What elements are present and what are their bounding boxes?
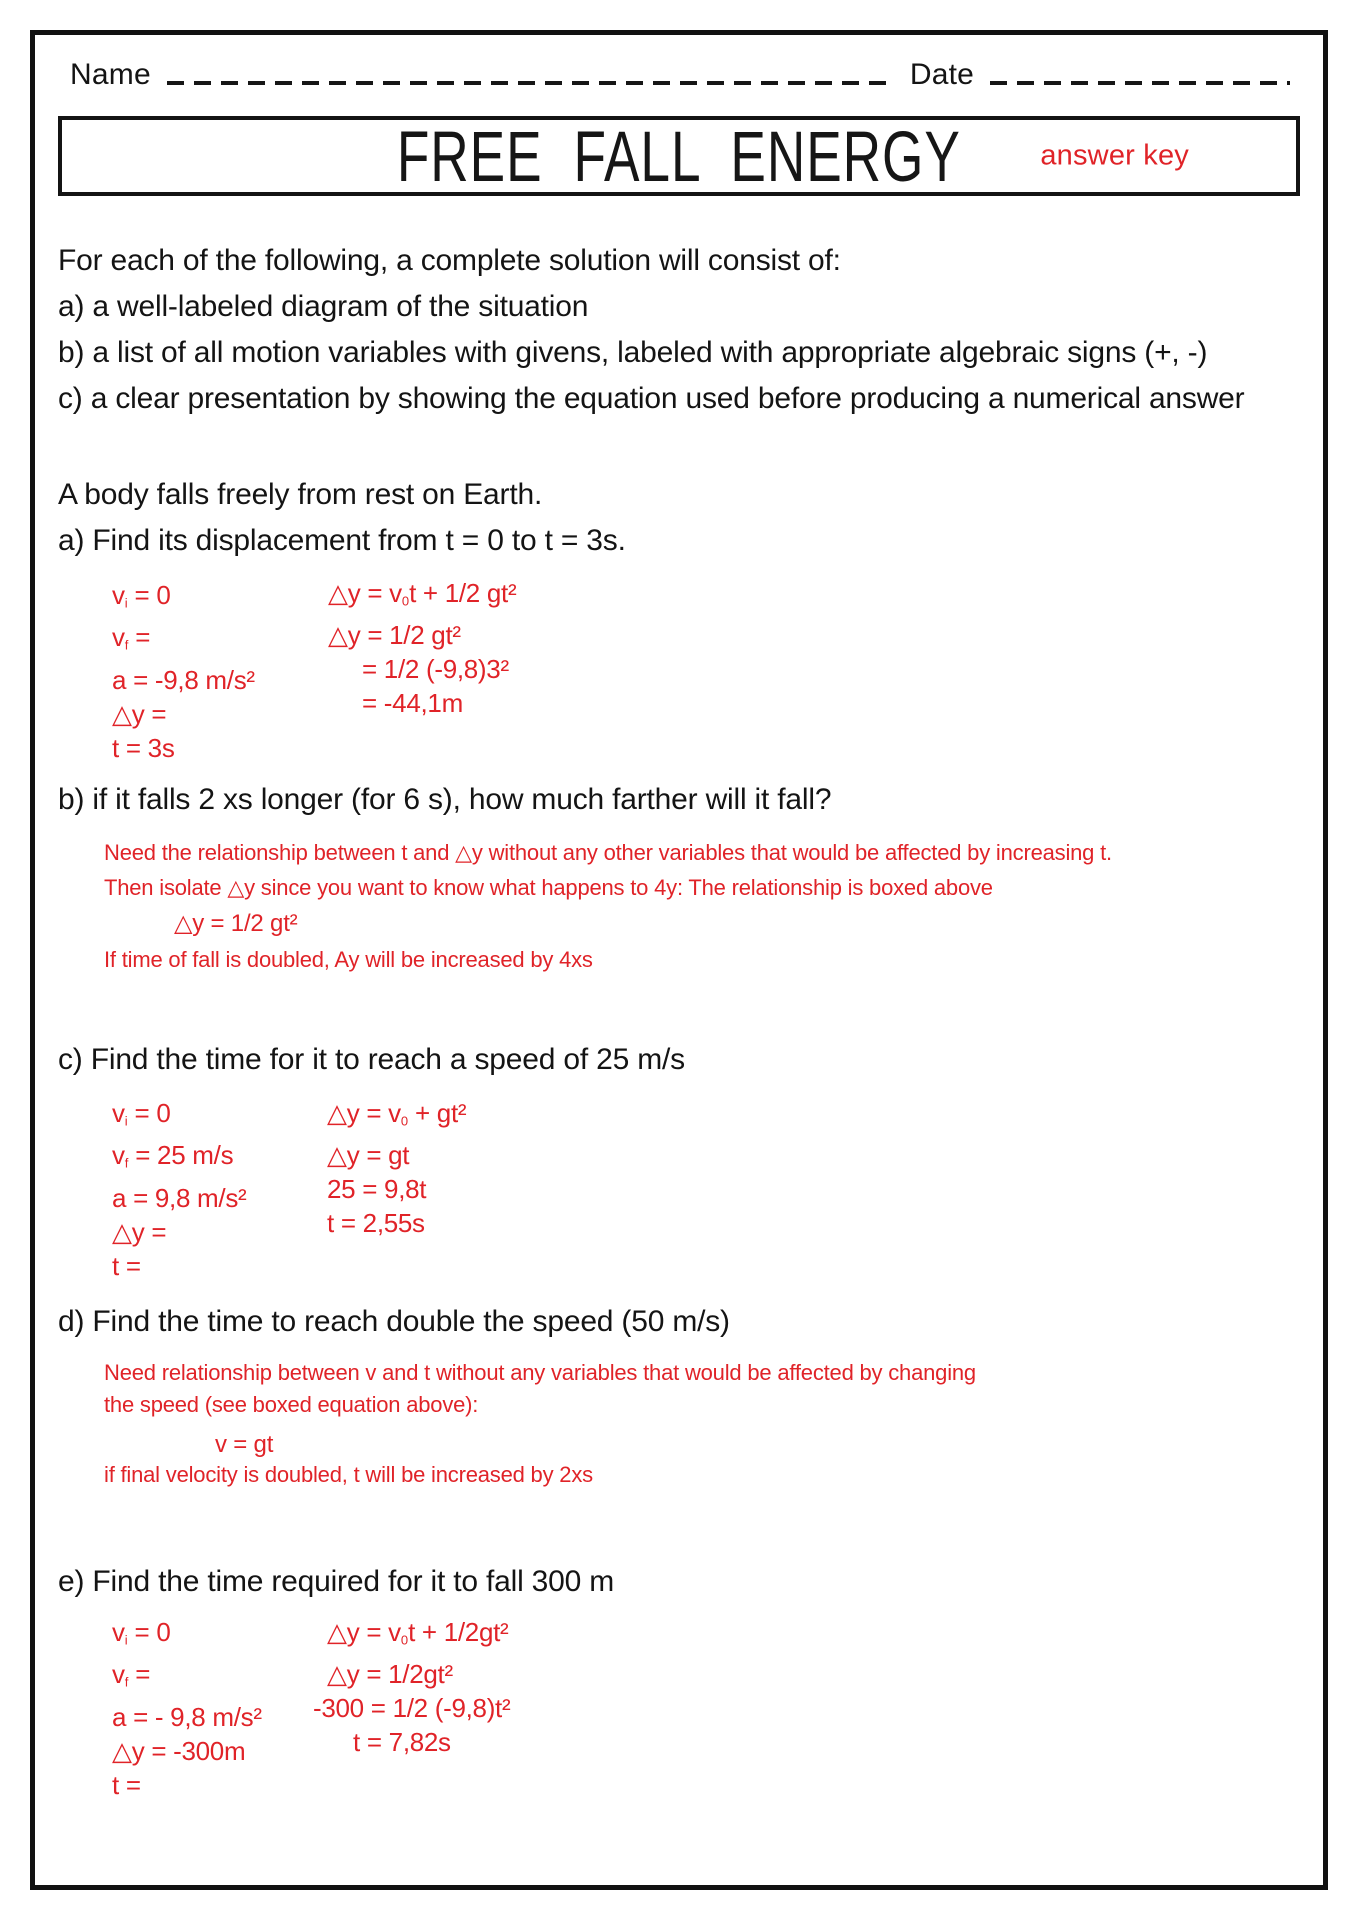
given-line: $v_f = 25$ m/s [112,1140,234,1171]
work-line: △y = $v_0t + 1/2gt^2$ [327,1617,509,1648]
work-line: = 1/2 (-9,8)3² [362,654,509,685]
page-title-text: FREE FALL ENERGY [397,115,961,197]
given-line: a = -9,8 m/s² [112,664,255,695]
date-blank-line [990,81,1290,85]
given-line: a = 9,8 m/s² [112,1182,247,1213]
instruction-item-c: c) a clear presentation by showing the equation used before producing a numerical answer [58,382,1245,415]
part-d-note: the speed (see boxed equation above): [104,1392,479,1417]
work-line: -300 = 1/2 (-9,8)t² [313,1693,511,1724]
given-line: $v_i = 0$ [112,1617,171,1648]
part-c-givens [112,1096,246,1283]
work-line: t = 7,82s [353,1727,451,1758]
work-line: △y = $v_0 + gt^2$ [327,1098,467,1129]
given-line: △y = -300m [112,1735,246,1766]
given-line: △y = [112,698,167,729]
given-line: a = - 9,8 m/s² [112,1701,262,1732]
part-e-givens [112,1615,262,1802]
work-line: △y = gt [327,1140,410,1171]
part-e-solution [313,1615,510,1759]
given-line: $v_f$ = [112,1659,151,1690]
part-d-conclusion: if final velocity is doubled, t will be increased by 2xs [104,1462,593,1487]
date-label: Date [909,58,974,91]
instructions-lead: For each of the following, a complete solution will consist of: [58,244,841,277]
work-line: = -44,1m [362,688,463,719]
work-line: △y = $v_0t + 1/2$ gt² [328,578,517,609]
given-line: $v_i = 0$ [112,580,171,611]
title-box [58,116,1300,196]
instructions [58,238,1244,422]
instruction-item-b: b) a list of all motion variables with givens, labeled with appropriate algebraic signs (+, -) [58,336,1208,369]
part-d-note: Need relationship between v and t without any variables that would be affected by changing [104,1360,976,1385]
part-a-givens [112,578,255,765]
part-b-conclusion: If time of fall is doubled, Ay will be increased by 4xs [104,947,593,972]
work-line: △y = 1/2 gt² [328,620,461,651]
problem-setup: A body falls freely from rest on Earth. [58,478,543,511]
work-line: 25 = 9,8t [327,1174,427,1205]
given-line: t = 3s [112,732,175,763]
part-e-heading: e) Find the time required for it to fall 300 m [58,1565,615,1598]
work-line: t = 2,55s [327,1208,425,1239]
instruction-item-a: a) a well-labeled diagram of the situation [58,290,589,323]
name-blank-line [167,81,886,85]
answer-key-badge: answer key [1040,139,1189,172]
part-d-equation: v = gt [215,1431,274,1458]
part-b-note: Then isolate △y since you want to know what happens to 4y: The relationship is boxed above [104,875,993,900]
part-c-solution [327,1096,466,1240]
name-label: Name [70,58,151,91]
part-a-heading: a) Find its displacement from t = 0 to t = 3s. [58,524,626,557]
given-line: t = [112,1250,141,1281]
given-line: t = [112,1769,141,1800]
given-line: $v_i = 0$ [112,1098,171,1129]
part-b-heading: b) if it falls 2 xs longer (for 6 s), how much farther will it fall? [58,783,832,816]
work-line: △y = 1/2gt² [327,1659,453,1690]
part-c-heading: c) Find the time for it to reach a speed of 25 m/s [58,1043,685,1076]
part-b-equation: △y = 1/2 gt² [174,910,298,937]
part-a-solution [328,576,516,720]
name-date-row [70,58,1290,92]
given-line: $v_f$ = [112,622,151,653]
part-b-note: Need the relationship between t and △y without any other variables that would be affected by increasing t. [104,840,1112,865]
part-d-heading: d) Find the time to reach double the speed (50 m/s) [58,1305,730,1338]
given-line: △y = [112,1216,167,1247]
